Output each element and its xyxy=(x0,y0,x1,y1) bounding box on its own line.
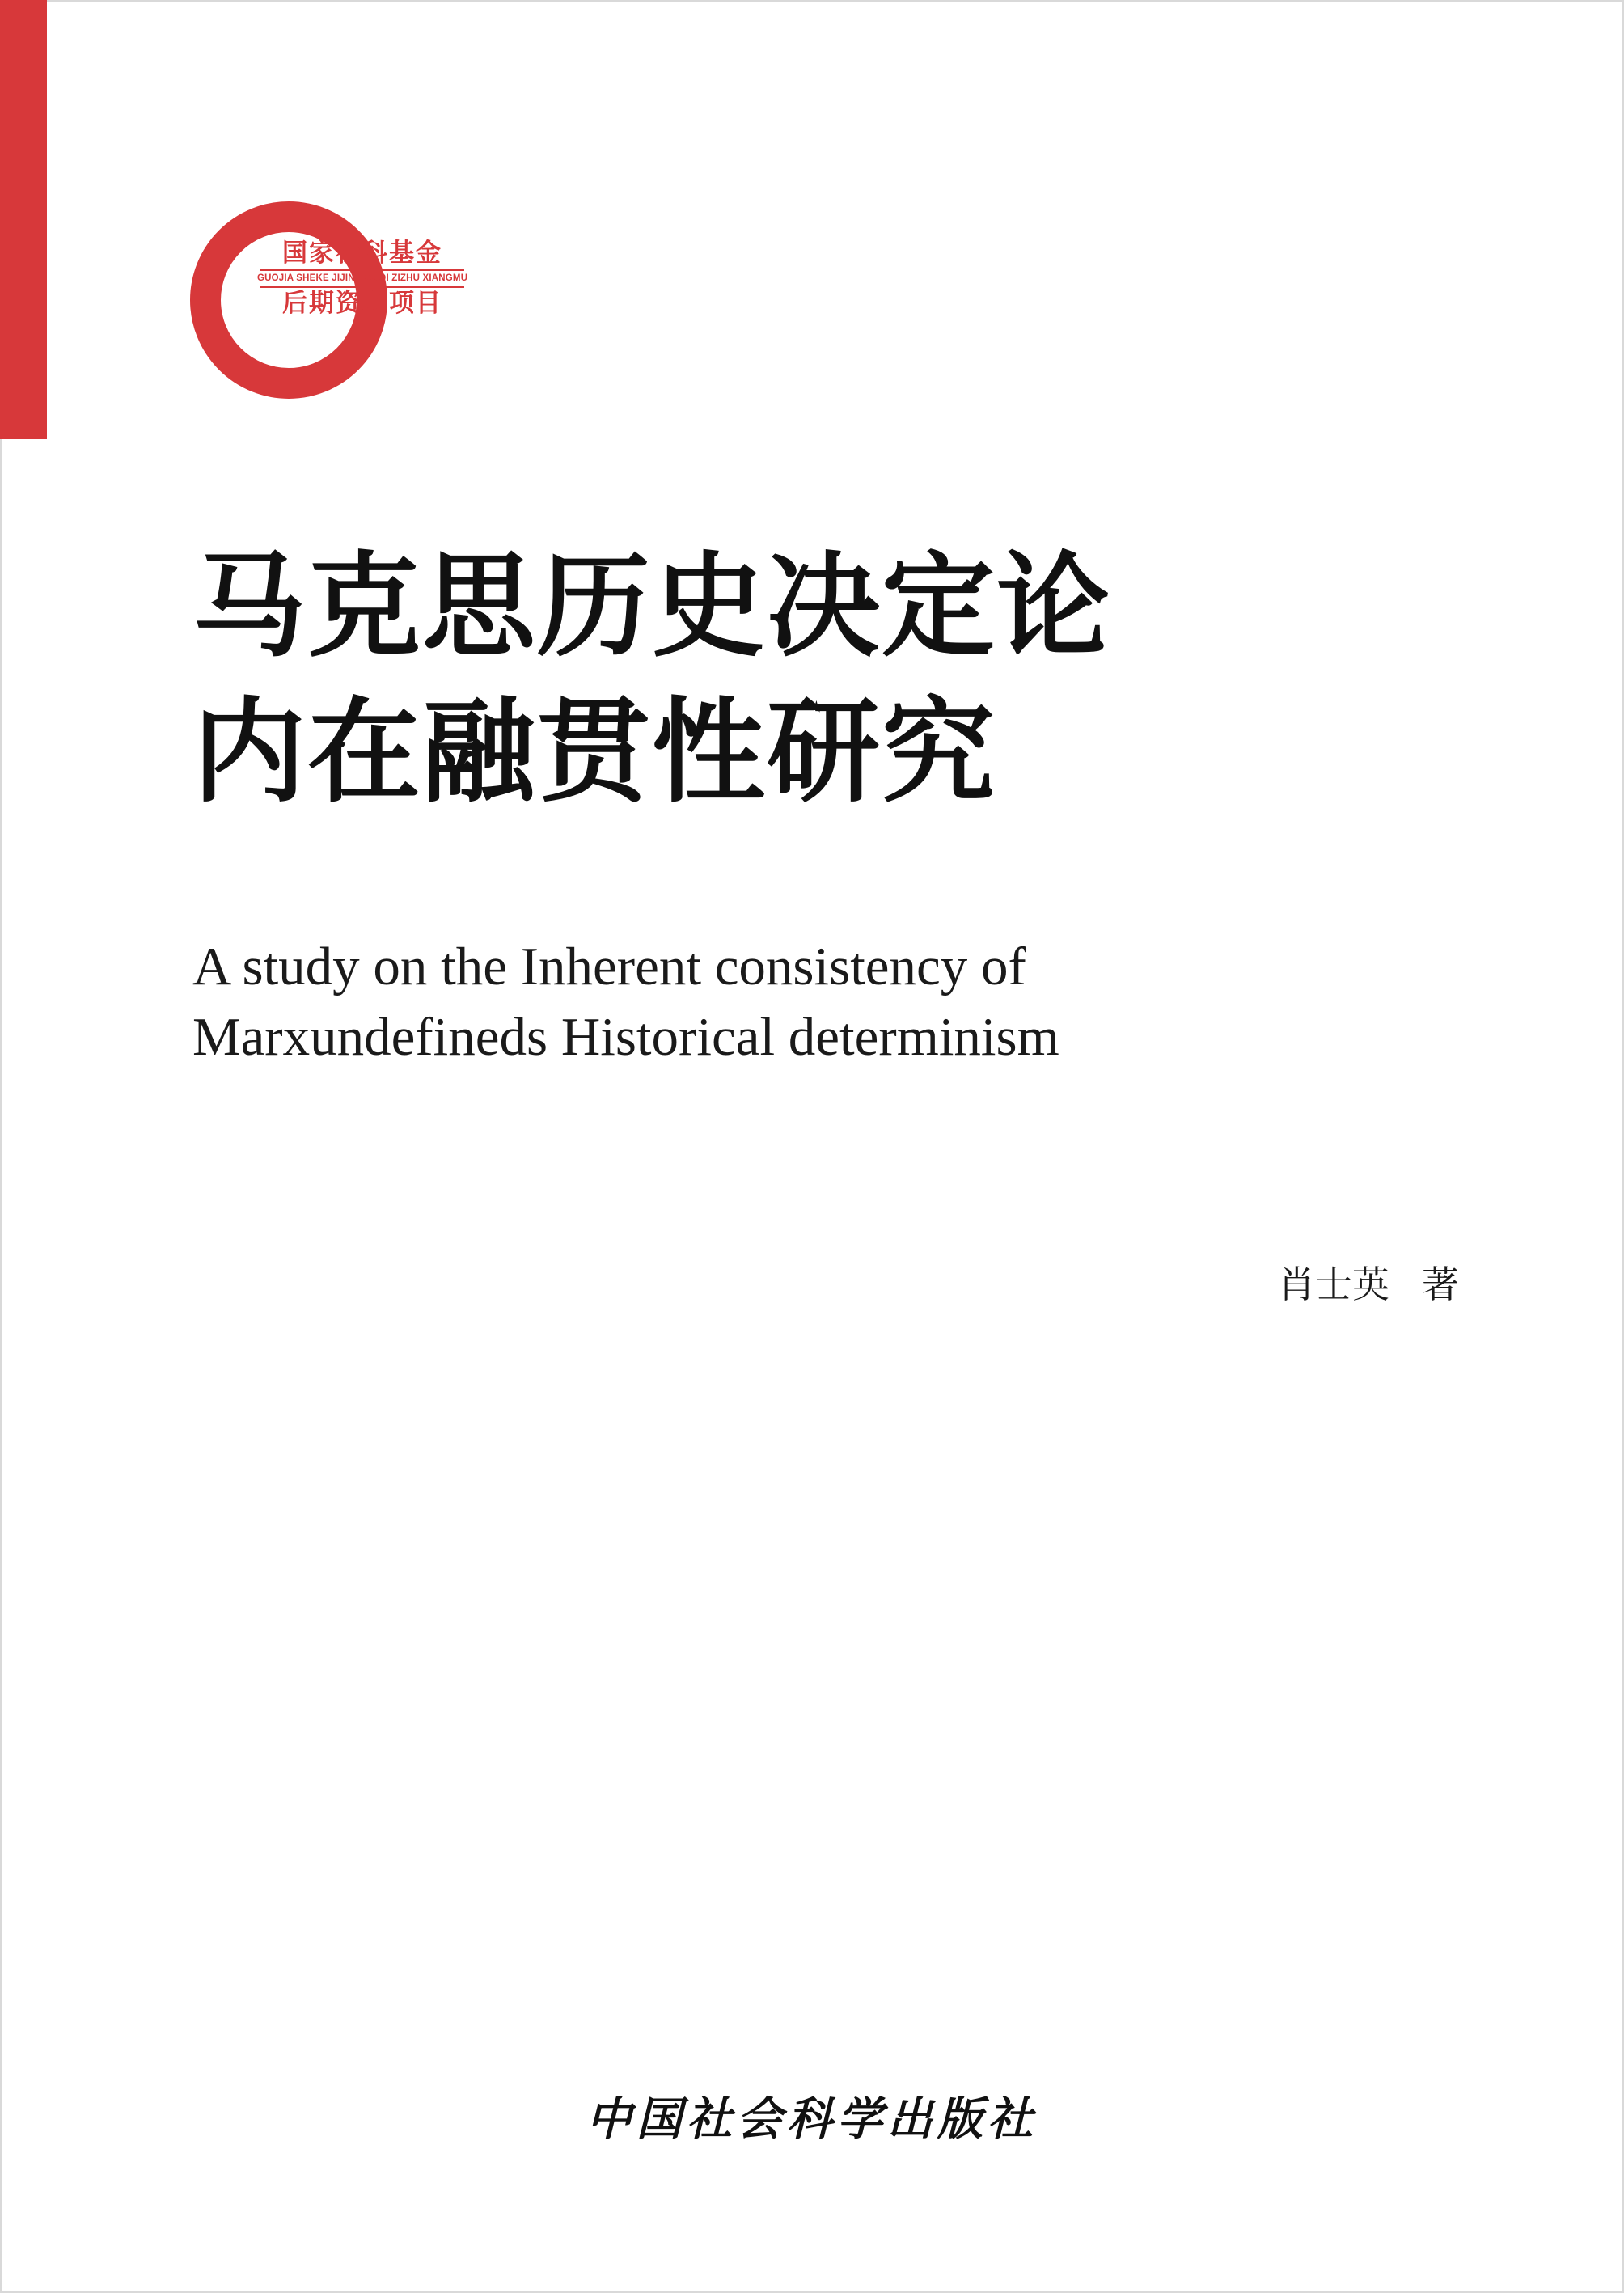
chinese-title-line1: 马克思历史决定论 xyxy=(192,540,1112,673)
author-credit xyxy=(1278,1260,1459,1309)
english-title-line2: Marxundefineds Historical determinism xyxy=(192,1007,1059,1067)
english-title-line1: A study on the Inherent consistency of xyxy=(192,937,1026,996)
chinese-title xyxy=(192,534,1487,825)
emblem-text-block xyxy=(257,238,467,319)
emblem-line1: 国家社科基金 xyxy=(282,239,442,268)
emblem-line2: 后期资助项目 xyxy=(282,289,442,318)
publisher-name: 中国社会科学出版社 xyxy=(586,2092,1038,2146)
emblem-pinyin: GUOJIA SHEKE JIJIN HOUQI ZIZHU XIANGMU xyxy=(257,273,468,283)
author-role: 著 xyxy=(1422,1263,1459,1306)
chinese-title-line2: 内在融贯性研究 xyxy=(192,686,997,819)
english-title xyxy=(192,932,1487,1072)
author-name: 肖士英 xyxy=(1278,1263,1389,1306)
red-edge-strip xyxy=(0,0,47,439)
fund-emblem xyxy=(188,199,479,401)
